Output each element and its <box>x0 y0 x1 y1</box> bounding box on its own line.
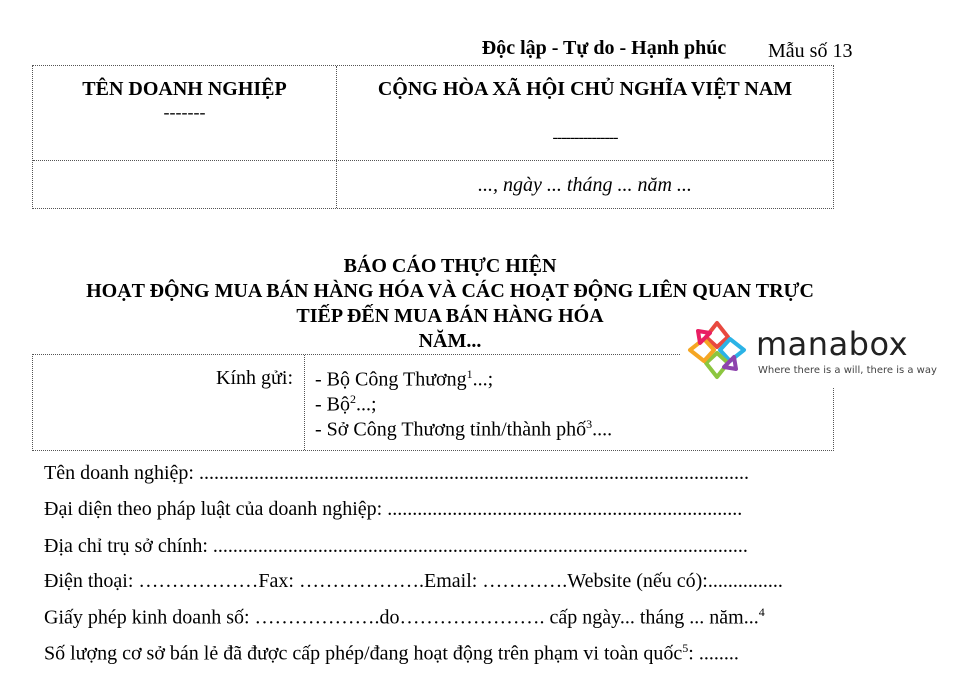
recipients-label: Kính gửi: <box>216 367 293 389</box>
field-head-office: Địa chỉ trụ sở chính: ........................................................................................................... <box>44 535 748 557</box>
motto-underline: --------------- <box>552 129 618 146</box>
header-divider-horizontal <box>33 160 833 161</box>
report-title-line1: BÁO CÁO THỰC HIỆN <box>343 255 557 277</box>
motto: Độc lập - Tự do - Hạnh phúc <box>481 37 727 59</box>
field-contact: Điện thoại: ………………Fax: ……………….Email: ………….Website (nếu có):............... <box>44 570 783 592</box>
recipients-divider <box>304 355 305 450</box>
field-legal-representative: Đại diện theo pháp luật của doanh nghiệp: ....................................................................... <box>44 498 743 520</box>
form-number: Mẫu số 13 <box>768 40 853 62</box>
field-retail-outlets: Số lượng cơ sở bán lẻ đã được cấp phép/đang hoạt động trên phạm vi toàn quốc$^5$: ........ <box>44 641 739 665</box>
recipient-item: - Bộ Công Thương$^1$...; <box>315 367 494 391</box>
company-label: TÊN DOANH NGHIỆP <box>82 78 287 100</box>
manabox-tagline: Where there is a will, there is a way <box>758 365 937 376</box>
recipient-item: - Bộ$^2$...; <box>315 392 377 416</box>
header-table <box>32 65 834 209</box>
report-title-line3: TIẾP ĐẾN MUA BÁN HÀNG HÓA <box>296 305 604 327</box>
nation-title: CỘNG HÒA XÃ HỘI CHỦ NGHĨA VIỆT NAM <box>377 78 793 100</box>
manabox-watermark <box>680 315 940 387</box>
recipient-item: - Sở Công Thương tỉnh/thành phố$^3$.... <box>315 417 613 441</box>
manabox-brand: manabox <box>756 325 909 363</box>
report-title-line2: HOẠT ĐỘNG MUA BÁN HÀNG HÓA VÀ CÁC HOẠT ĐỘNG LIÊN QUAN TRỰC <box>86 280 814 302</box>
company-dash: ------- <box>163 102 206 122</box>
field-business-license: Giấy phép kinh doanh số: ……………….do…………………. cấp ngày... tháng ... năm...$^4$ <box>44 605 765 629</box>
report-title-line4: NĂM... <box>418 330 482 352</box>
manabox-logo-icon <box>684 317 750 383</box>
field-company-name: Tên doanh nghiệp: .............................................................................................................. <box>44 462 749 484</box>
date-line: ..., ngày ... tháng ... năm ... <box>478 174 692 196</box>
